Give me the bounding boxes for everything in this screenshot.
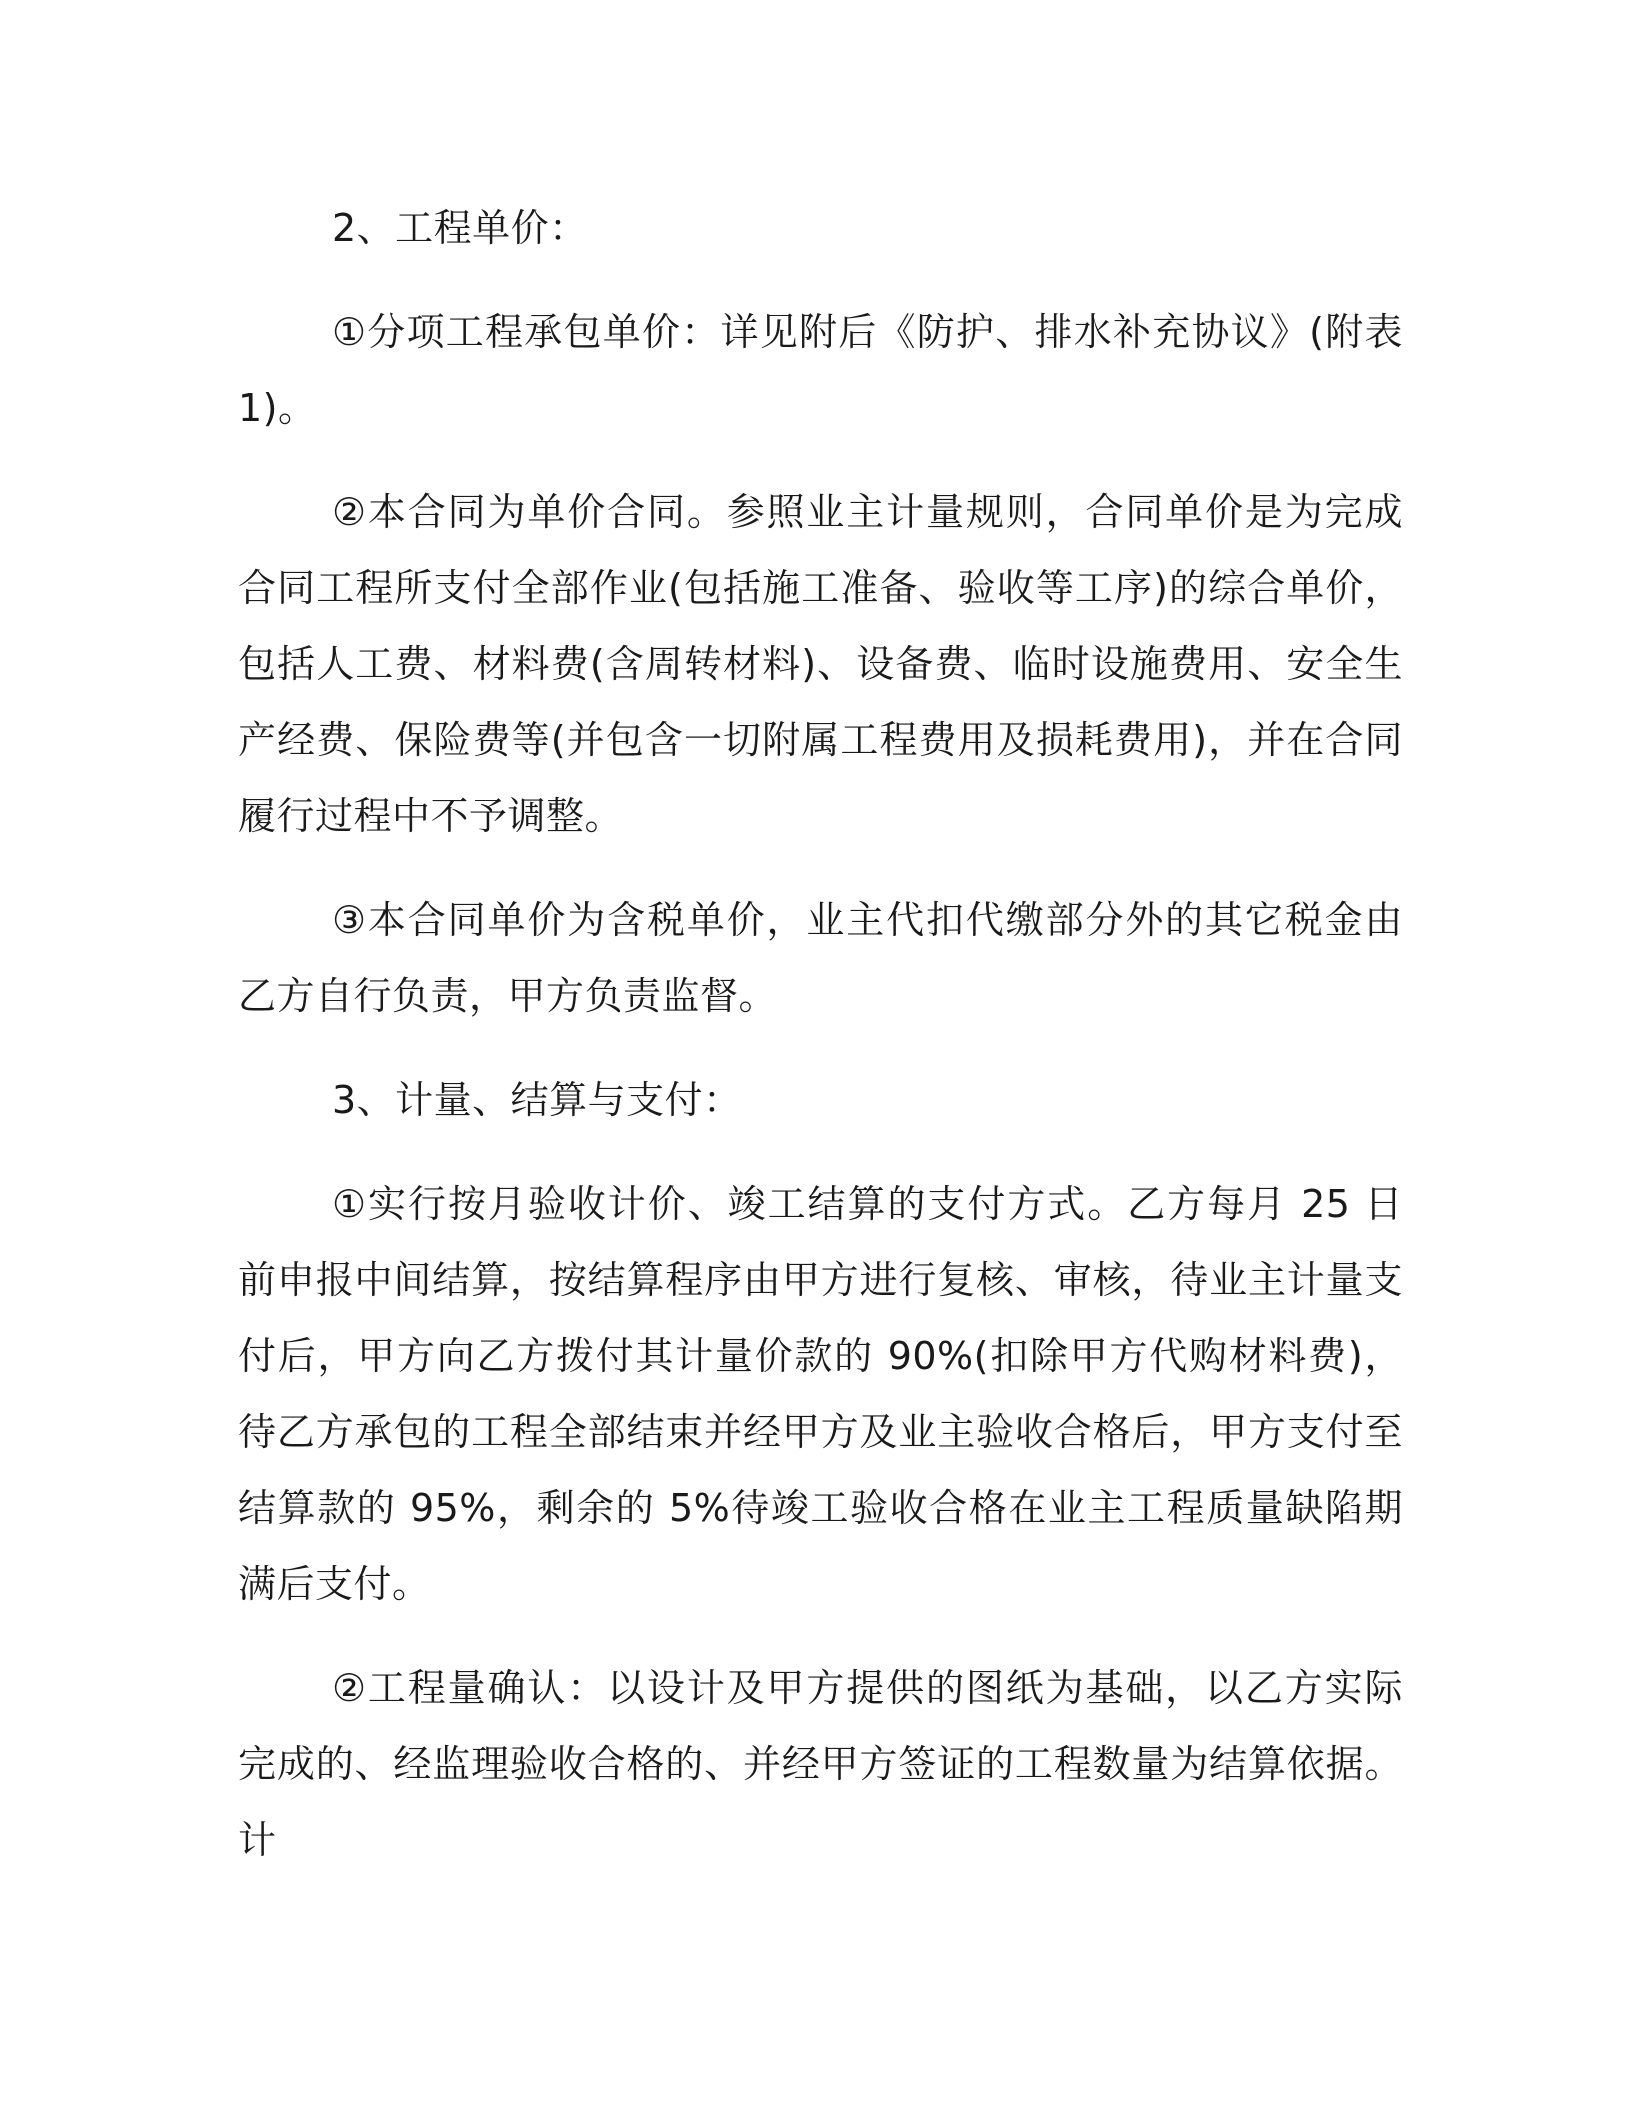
section-heading-unit-price: 2、工程单价：	[332, 206, 588, 250]
paragraph-payment-item-2: ②工程量确认：以设计及甲方提供的图纸为基础，以乙方实际完成的、经监理验收合格的、并经甲方签证的工程数量为结算依据。计	[238, 1666, 1403, 1862]
paragraph-payment-item-1: ①实行按月验收计价、竣工结算的支付方式。乙方每月 25 日前申报中间结算，按结算程序由甲方进行复核、审核，待业主计量支付后，甲方向乙方拨付其计量价款的 90%(扣除甲方代购材料费)，待乙方承包的工程全部结束并经甲方及业主验收合格后，甲方支付至结算款的 95%，剩余的 5%待竣工验收合格在业主工程质量缺陷期满后支付。	[238, 1182, 1403, 1606]
section-heading-measurement-payment: 3、计量、结算与支付：	[332, 1078, 742, 1122]
document-body	[238, 190, 1403, 1878]
paragraph-unit-price-item-3: ③本合同单价为含税单价，业主代扣代缴部分外的其它税金由乙方自行负责，甲方负责监督。	[238, 898, 1403, 1018]
paragraph-unit-price-item-1: ①分项工程承包单价：详见附后《防护、排水补充协议》(附表1)。	[238, 310, 1403, 430]
paragraph-unit-price-item-2: ②本合同为单价合同。参照业主计量规则，合同单价是为完成合同工程所支付全部作业(包括施工准备、验收等工序)的综合单价，包括人工费、材料费(含周转材料)、设备费、临时设施费用、安全生产经费、保险费等(并包含一切附属工程费用及损耗费用)，并在合同履行过程中不予调整。	[238, 490, 1403, 838]
